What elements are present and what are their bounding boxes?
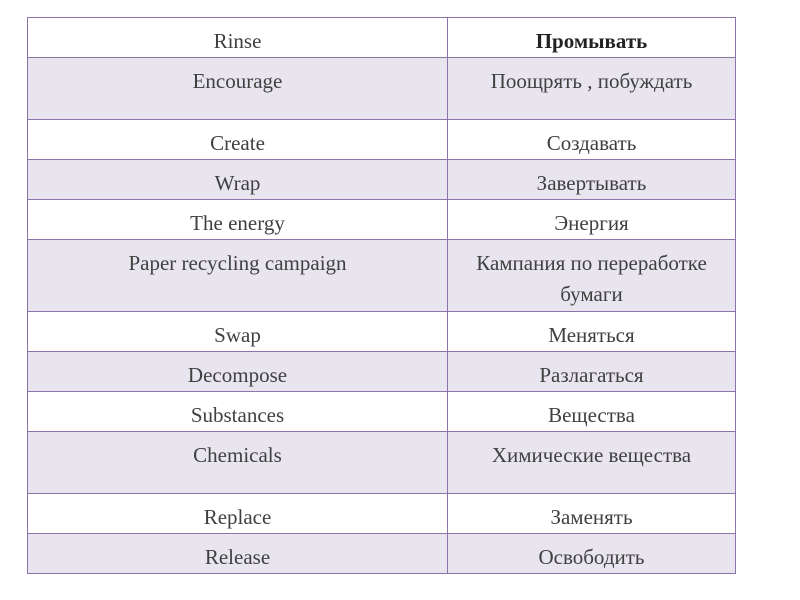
table-row <box>28 58 736 120</box>
table-row <box>28 312 736 352</box>
russian-cell: Вещества <box>448 392 736 432</box>
vocabulary-table <box>27 17 736 574</box>
russian-cell: Энергия <box>448 200 736 240</box>
english-cell: Rinse <box>28 18 448 58</box>
english-cell: Substances <box>28 392 448 432</box>
table-row <box>28 120 736 160</box>
russian-cell: Завертывать <box>448 160 736 200</box>
english-cell: Chemicals <box>28 432 448 494</box>
table-row <box>28 432 736 494</box>
table-row <box>28 200 736 240</box>
table-row <box>28 160 736 200</box>
russian-cell: Создавать <box>448 120 736 160</box>
english-cell: Create <box>28 120 448 160</box>
table-row <box>28 352 736 392</box>
english-cell: Replace <box>28 494 448 534</box>
russian-cell: Освободить <box>448 534 736 574</box>
russian-cell: Поощрять , побуждать <box>448 58 736 120</box>
table-row <box>28 494 736 534</box>
english-cell: Swap <box>28 312 448 352</box>
russian-cell: Заменять <box>448 494 736 534</box>
english-cell: Encourage <box>28 58 448 120</box>
table-row <box>28 18 736 58</box>
english-cell: Paper recycling campaign <box>28 240 448 312</box>
table-row <box>28 240 736 312</box>
english-cell: Decompose <box>28 352 448 392</box>
table-row <box>28 534 736 574</box>
russian-cell: Кампания по переработке бумаги <box>448 240 736 312</box>
table-row <box>28 392 736 432</box>
russian-cell: Разлагаться <box>448 352 736 392</box>
russian-cell: Промывать <box>448 18 736 58</box>
english-cell: Wrap <box>28 160 448 200</box>
english-cell: The energy <box>28 200 448 240</box>
russian-cell: Меняться <box>448 312 736 352</box>
english-cell: Release <box>28 534 448 574</box>
russian-cell: Химические вещества <box>448 432 736 494</box>
